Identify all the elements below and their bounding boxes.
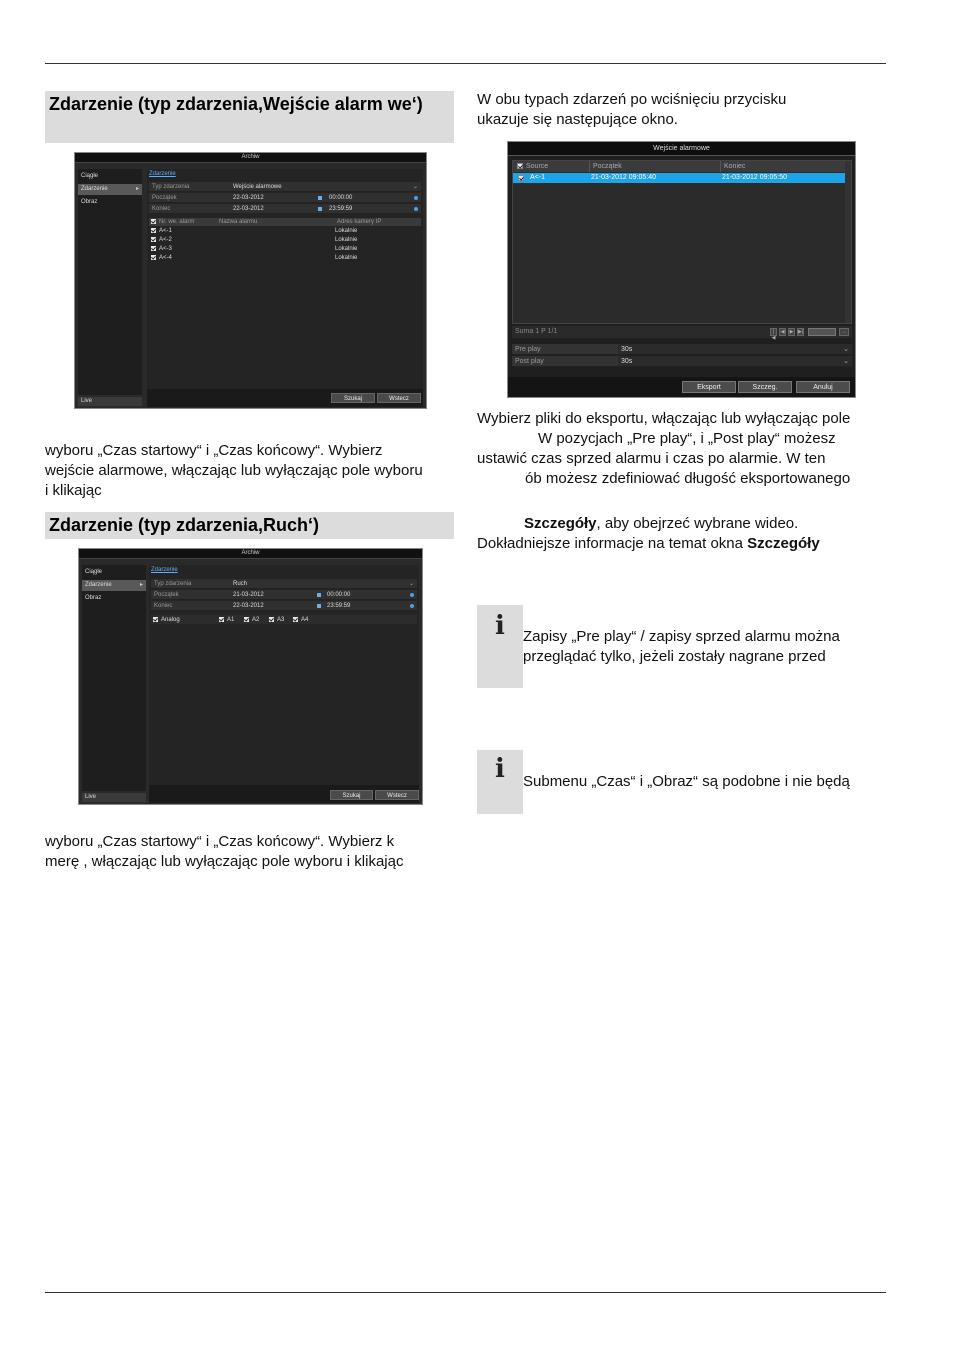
paragraph-alarm-input: wyboru „Czas startowy“ i „Czas końcowy“. Wybierz wejście alarmowe, włączając lub wyłączając pole wyboru i klikając xyxy=(45,442,423,499)
paragraph-motion: wyboru „Czas startowy“ i „Czas końcowy“. Wybierz k merę , włączając lub wyłączając pole wyboru i klikając xyxy=(45,833,404,870)
checkbox-icon[interactable] xyxy=(151,219,156,224)
calendar-icon[interactable] xyxy=(317,604,321,608)
dvr-archive-screen-motion xyxy=(78,548,423,805)
window-title: Archiw xyxy=(79,549,422,559)
row-checkbox[interactable] xyxy=(518,175,524,181)
sidebar-item-event[interactable]: Zdarzenie ▸ xyxy=(78,184,142,195)
event-list xyxy=(512,160,852,324)
sidebar-item-image[interactable]: Obraz xyxy=(85,595,102,601)
channel-a2[interactable]: A2 xyxy=(244,615,259,625)
table-row[interactable]: A<-3 Lokalnie xyxy=(151,246,419,253)
paragraph-intro: W obu typach zdarzeń po wciśnięciu przycisku ukazuje się następujące okno. xyxy=(477,91,787,128)
channel-a4[interactable]: A4 xyxy=(293,615,308,625)
page-input[interactable] xyxy=(808,328,836,336)
details-button[interactable]: Szczeg. xyxy=(738,381,792,393)
back-button[interactable]: Wstecz xyxy=(377,393,421,403)
info-note-pre-play xyxy=(477,605,523,688)
checkbox-icon[interactable] xyxy=(151,237,156,242)
sidebar xyxy=(78,169,142,395)
table-row[interactable]: A<-4 Lokalnie xyxy=(151,255,419,262)
section-heading-alarm-input: Zdarzenie (typ zdarzenia,Wejście alarm we‘) xyxy=(45,91,454,143)
checkbox-icon[interactable] xyxy=(151,228,156,233)
main-panel xyxy=(149,565,419,785)
post-play-field[interactable]: Post play 30s ⌄ xyxy=(512,356,852,367)
clock-icon[interactable] xyxy=(410,604,414,608)
checkbox-icon[interactable] xyxy=(293,617,298,622)
checkbox-icon[interactable] xyxy=(151,255,156,260)
button-bar xyxy=(508,377,855,397)
live-button[interactable]: Live xyxy=(78,397,142,406)
pre-play-field[interactable]: Pre play 30s ⌄ xyxy=(512,344,852,355)
paragraph-export: Wybierz pliki do eksportu, włączając lub wyłączając pole W pozycjach „Pre play“, i „Post play“ możesz ustawić czas sprzed alarmu i czas po alarmie. W ten ób możesz zdefiniować długość eksportowanego xyxy=(477,410,851,487)
top-rule xyxy=(45,63,886,64)
sidebar-item-event[interactable]: Zdarzenie ▸ xyxy=(82,580,146,591)
alarm-input-window xyxy=(507,141,856,398)
channel-a3[interactable]: A3 xyxy=(269,615,284,625)
checkbox-icon[interactable] xyxy=(153,617,158,622)
section-heading-motion: Zdarzenie (typ zdarzenia,Ruch‘) xyxy=(45,512,454,539)
bottom-rule xyxy=(45,1292,886,1293)
field-event-type[interactable]: Typ zdarzenia Wejście alarmowe ⌄ xyxy=(149,182,421,192)
info-icon: i xyxy=(495,611,505,641)
list-header: Source Początek Koniec xyxy=(513,161,851,172)
window-title: Wejście alarmowe xyxy=(508,142,855,156)
field-start[interactable]: Początek 21-03-2012 00:00:00 xyxy=(151,590,417,600)
calendar-icon[interactable] xyxy=(318,196,322,200)
chevron-down-icon: ⌄ xyxy=(843,346,849,353)
calendar-icon[interactable] xyxy=(317,593,321,597)
field-end[interactable]: Koniec 22-03-2012 23:59:59 xyxy=(149,204,421,214)
dvr-archive-screen-alarm xyxy=(74,152,427,409)
prev-page-icon[interactable]: ◀ xyxy=(780,329,785,335)
select-all-checkbox[interactable] xyxy=(517,163,523,169)
back-button[interactable]: Wstecz xyxy=(375,790,419,800)
sidebar-item-continuous[interactable]: Ciągłe xyxy=(85,569,103,575)
field-end[interactable]: Koniec 22-03-2012 23:59:59 xyxy=(151,601,417,611)
sidebar-item-image[interactable]: Obraz xyxy=(81,199,98,205)
table-row[interactable]: A<-2 Lokalnie xyxy=(151,237,419,244)
checkbox-icon[interactable] xyxy=(219,617,224,622)
checkbox-icon[interactable] xyxy=(244,617,249,622)
table-header: Nr. we. alarm Nazwa alarmu Adres kamery IP xyxy=(149,218,421,226)
go-page-icon[interactable]: → xyxy=(839,328,849,336)
sidebar xyxy=(82,565,146,791)
last-page-icon[interactable]: ▶| xyxy=(798,329,804,335)
sidebar-item-continuous[interactable]: Ciągłe xyxy=(81,173,99,179)
checkbox-icon[interactable] xyxy=(269,617,274,622)
cancel-button[interactable]: Anuluj xyxy=(796,381,850,393)
info-note-submenu-text: Submenu „Czas“ i „Obraz“ są podobne i nie będą xyxy=(523,773,850,790)
tab-event[interactable]: Zdarzenie xyxy=(151,567,178,573)
search-button[interactable]: Szukaj xyxy=(331,393,375,403)
channel-a1[interactable]: A1 xyxy=(219,615,234,625)
main-panel xyxy=(147,169,423,389)
window-title: Archiw xyxy=(75,153,426,163)
clock-icon[interactable] xyxy=(414,196,418,200)
checkbox-icon[interactable] xyxy=(151,246,156,251)
info-note-submenu xyxy=(477,750,523,814)
search-button[interactable]: Szukaj xyxy=(330,790,373,800)
chevron-down-icon: ⌄ xyxy=(412,184,418,190)
clock-icon[interactable] xyxy=(410,593,414,597)
pager-bar: Suma 1 P 1/1 |◀ ◀ ▶ ▶| → xyxy=(512,326,852,338)
field-event-type[interactable]: Typ zdarzenia Ruch ⌄ xyxy=(151,579,417,589)
list-item[interactable]: A<-1 21-03-2012 09:05:40 21-03-2012 09:05:50 xyxy=(513,173,845,183)
export-button[interactable]: Eksport xyxy=(682,381,736,393)
paragraph-details: Szczegóły, aby obejrzeć wybrane wideo. Dokładniejsze informacje na temat okna Szczegóły xyxy=(477,515,820,552)
chevron-down-icon: ⌄ xyxy=(408,581,414,587)
info-note-pre-play-text: Zapisy „Pre play“ / zapisy sprzed alarmu można przeglądać tylko, jeżeli zostały nagrane przed xyxy=(523,628,840,665)
clock-icon[interactable] xyxy=(414,207,418,211)
channel-analog[interactable]: Analog xyxy=(153,615,180,625)
field-start[interactable]: Początek 22-03-2012 00:00:00 xyxy=(149,193,421,203)
first-page-icon[interactable]: |◀ xyxy=(771,329,776,341)
chevron-down-icon: ⌄ xyxy=(843,358,849,365)
info-icon: i xyxy=(495,754,505,784)
table-row[interactable]: A<-1 Lokalnie xyxy=(151,228,419,235)
tab-event[interactable]: Zdarzenie xyxy=(149,171,176,177)
scrollbar[interactable] xyxy=(845,161,851,323)
calendar-icon[interactable] xyxy=(318,207,322,211)
next-page-icon[interactable]: ▶ xyxy=(789,329,794,335)
live-button[interactable]: Live xyxy=(82,793,146,802)
channel-row xyxy=(151,615,417,625)
